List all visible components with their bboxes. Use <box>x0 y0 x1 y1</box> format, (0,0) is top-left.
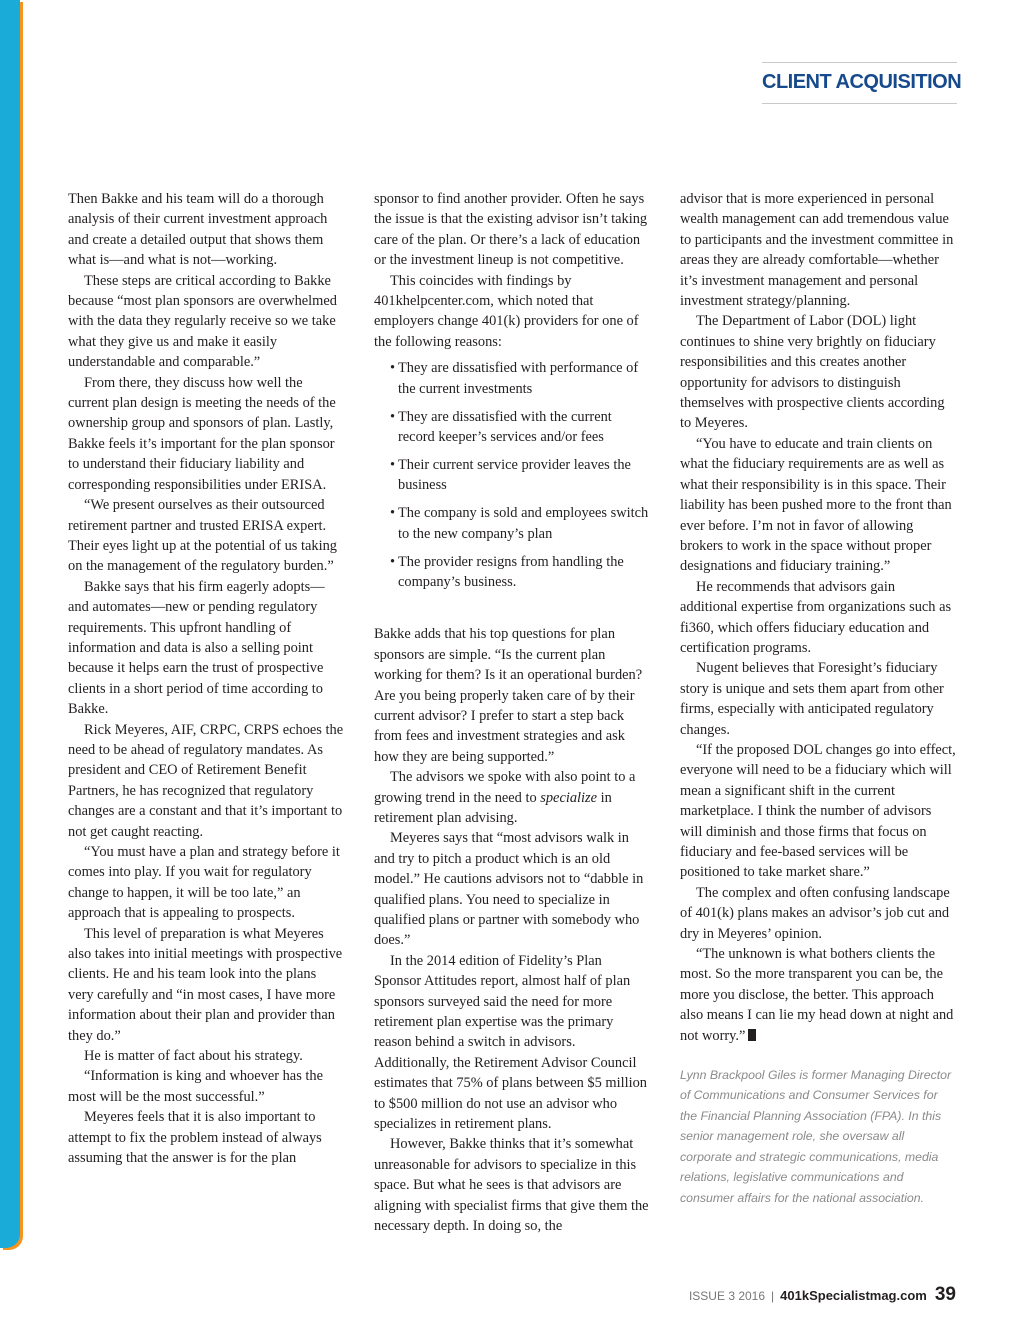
paragraph: advisor that is more experienced in personal wealth management can add tremendous value to participants and the investment committee in areas they are already comfortable—whether it’s investment management and personal investment strategy/planning. <box>680 191 954 310</box>
paragraph: “You must have a plan and strategy before it comes into play. If you wait for regulatory change to happen, it will be too late,” an approach that is appealing to prospects. <box>68 844 340 922</box>
list-item-text: The provider resigns from handling the company’s business. <box>398 553 624 590</box>
paragraph: sponsor to find another provider. Often he says the issue is that the existing advisor isn’t taking care of the plan. Or there’s a lack of education or the investment lineup is not competitive. <box>374 191 648 269</box>
paragraph: He recommends that advisors gain additional expertise from organizations such as fi360, which offers fiduciary education and certification programs. <box>680 578 952 656</box>
paragraph: This level of preparation is what Meyeres also takes into initial meetings with prospective clients. He and his team look into the plans very carefully and “in most cases, I have more information about their plan and provider than they do.” <box>68 925 343 1044</box>
list-item-text: Their current service provider leaves the business <box>398 456 631 494</box>
footer-separator: | <box>771 1289 775 1303</box>
end-of-article-icon <box>748 1029 756 1041</box>
emphasis: specialize <box>540 789 598 806</box>
paragraph: Meyeres says that “most advisors walk in and try to pitch a product which is an old model.” He cautions advisors not to “dabble in qualified plans. You need to specialize in qualified plans or partner with somebody who does.” <box>374 830 644 949</box>
article-column-2 <box>374 189 650 1237</box>
list-item <box>374 407 650 448</box>
list-item-text: They are dissatisfied with the current record keeper’s services and/or fees <box>398 408 612 445</box>
list-item <box>374 503 650 544</box>
paragraph: Nugent believes that Foresight’s fiduciary story is unique and sets them apart from other firms, especially with anticipated regulatory changes. <box>680 660 944 738</box>
list-item <box>374 358 650 399</box>
paragraph: Rick Meyeres, AIF, CRPC, CRPS echoes the need to be ahead of regulatory mandates. As president and CEO of Retirement Benefit Partners, he has recognized that regulatory changes are a constant and that it’s important to not get caught reacting. <box>68 721 344 840</box>
bullet-icon: • <box>390 408 396 425</box>
bullet-icon: • <box>390 456 396 473</box>
author-bio: Lynn Brackpool Giles is former Managing Director of Communications and Consumer Services for the Financial Planning Association (FPA). In this senior management role, she oversaw all corporate and strategic communications, media relations, legislative communications and consumer affairs for the national association. <box>680 1068 952 1205</box>
paragraph: The Department of Labor (DOL) light continues to shine very brightly on fiduciary responsibilities and this creates another opportunity for advisors to distinguish themselves with prospective clients according to Meyeres. <box>680 313 945 432</box>
article-column-1 <box>68 189 344 1169</box>
list-item <box>374 455 650 496</box>
paragraph: “Information is king and whoever has the most will be the most successful.” <box>68 1068 323 1105</box>
bullet-icon: • <box>390 360 396 377</box>
issue-label: ISSUE 3 2016 <box>688 1289 766 1303</box>
paragraph: “We present ourselves as their outsourced retirement partner and trusted ERISA expert. Their eyes light up at the potential of us taking on the management of the regulatory burden.” <box>68 497 337 575</box>
paragraph: These steps are critical according to Bakke because “most plan sponsors are overwhelmed with the data they regularly receive so we take what they give us and make it easily understandable and comparable.” <box>68 272 337 371</box>
paragraph: The advisors we spoke with also point to a growing trend in the need to specialize in retirement plan advising. <box>374 769 636 826</box>
list-item <box>374 552 650 593</box>
list-item-text: The company is sold and employees switch to the new company’s plan <box>398 505 649 542</box>
reasons-list <box>374 358 650 592</box>
paragraph: The complex and often confusing landscape of 401(k) plans makes an advisor’s job cut and dry in Meyeres’ opinion. <box>680 884 950 942</box>
paragraph: Bakke says that his firm eagerly adopts—and automates—new or pending regulatory requirements. This upfront handling of information and data is also a selling point because it helps earn the trust of prospective clients in a short period of time according to Bakke. <box>68 578 325 718</box>
paragraph: From there, they discuss how well the current plan design is meeting the needs of the ownership group and sponsors of plan. Lastly, Bakke feels it’s important for the plan sponsor to understand their fiduciary liability and corresponding responsibilities under ERISA. <box>68 374 336 493</box>
bullet-icon: • <box>390 553 396 570</box>
paragraph: Then Bakke and his team will do a thorough analysis of their current investment approach and create a detailed output that shows them what is—and what is not—working. <box>68 191 328 269</box>
list-item-text: They are dissatisfied with performance of the current investments <box>398 360 639 397</box>
paragraph: “You have to educate and train clients on what the fiduciary requirements are as well as what their responsibility is in this space. Their liability has been pushed more to the front than ever before. I’m not in favor of allowing brokers to work in the space without proper designations and fiduciary training.” <box>680 435 952 575</box>
paragraph: In the 2014 edition of Fidelity’s Plan Sponsor Attitudes report, almost half of plan sponsors surveyed said the need for more retirement plan expertise was the primary reason behind a switch in advisors. Additionally, the Retirement Advisor Council estimates that 75% of plans between $5 million to $500 million do not use an advisor who specializes in retirement plans. <box>374 952 647 1133</box>
page-number: 39 <box>934 1284 956 1305</box>
bullet-icon: • <box>390 505 396 522</box>
page-footer <box>689 1284 956 1306</box>
edge-color-tab <box>0 0 20 1248</box>
paragraph: “The unknown is what bothers clients the most. So the more transparent you can be, the more you disclose, the better. This approach also means I can lie my head down at night and not worry.” <box>680 946 954 1044</box>
paragraph: Bakke adds that his top questions for plan sponsors are simple. “Is the current plan working for them? Is it an operational burden? Are you being properly taken care of by their current advisor? I prefer to start a step back from fees and investment strategies and ask how they are being supported.” <box>374 626 643 765</box>
section-title: CLIENT ACQUISITION <box>762 71 962 93</box>
paragraph: “If the proposed DOL changes go into effect, everyone will need to be a fiduciary which will mean a significant shift in the current marketplace. I think the number of advisors will diminish and those firms that focus on fiduciary and fee-based services will be positioned to take market share.” <box>680 741 956 881</box>
section-header <box>762 62 962 104</box>
paragraph: This coincides with findings by 401khelpcenter.com, which noted that employers change 401(k) providers for one of the following reasons: <box>374 272 639 350</box>
paragraph: He is matter of fact about his strategy. <box>84 1048 303 1065</box>
paragraph: However, Bakke thinks that it’s somewhat unreasonable for advisors to specialize in this space. But what he sees is that advisors are aligning with specialist firms that give them the necessary depth. In doing so, the <box>374 1136 649 1235</box>
article-column-3 <box>680 189 956 1208</box>
website-link[interactable]: 401kSpecialistmag.com <box>780 1288 927 1303</box>
paragraph: Meyeres feels that it is also important to attempt to fix the problem instead of always assuming that the answer is for the plan <box>68 1109 322 1167</box>
